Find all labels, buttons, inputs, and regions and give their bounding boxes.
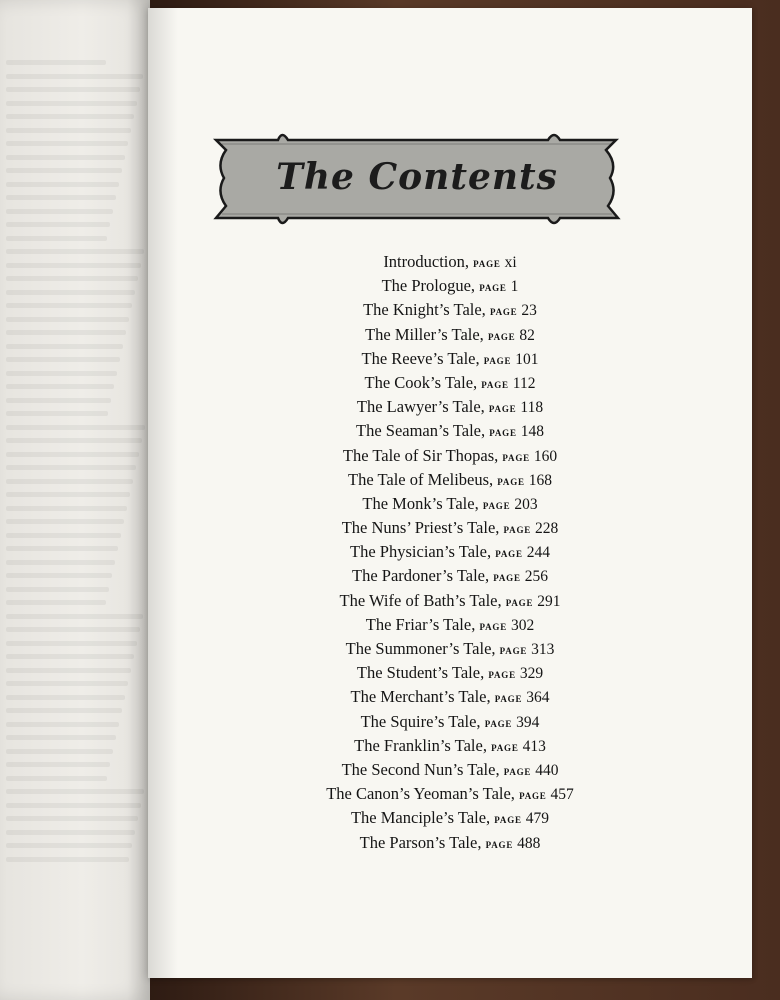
page-number: 1 (510, 278, 519, 296)
show-through-line (6, 222, 110, 227)
toc-entry (148, 250, 752, 274)
page-number: 112 (512, 374, 536, 392)
page-label: page (494, 812, 522, 827)
page-label: page (483, 352, 512, 367)
page-label: page (503, 522, 532, 537)
toc-entry-page (482, 495, 538, 513)
toc-entry-page (493, 570, 548, 584)
toc-entry (148, 661, 752, 685)
toc-entry-page (497, 471, 553, 489)
toc-entry (148, 637, 752, 661)
toc-entry-title: The Prologue, (381, 276, 476, 296)
toc-entry (148, 589, 752, 613)
toc-entry-page (505, 592, 561, 610)
show-through-line (6, 411, 108, 416)
show-through-line (6, 344, 123, 349)
toc-entry-page (504, 522, 559, 536)
toc-entry-page (489, 401, 543, 415)
page-label: page (503, 763, 532, 778)
page-number: 313 (531, 641, 555, 658)
page-number: 118 (520, 399, 544, 417)
show-through-line (6, 114, 134, 119)
show-through-line (6, 371, 117, 376)
show-through-line (6, 195, 116, 200)
page-label: page (482, 497, 511, 512)
page-label: page (493, 570, 521, 585)
show-through-line (6, 857, 129, 862)
title-banner (208, 126, 626, 232)
page-label: page (487, 328, 516, 343)
toc-entry-title: The Manciple’s Tale, (350, 808, 491, 828)
show-through-line (6, 668, 131, 673)
page-number: 302 (510, 616, 535, 634)
toc-entry-page (519, 788, 574, 802)
show-through-line (6, 465, 136, 470)
toc-entry-page (479, 280, 518, 294)
page-number: 291 (537, 592, 561, 610)
show-through-line (6, 519, 124, 524)
show-through-line (6, 182, 119, 187)
show-through-line (6, 654, 134, 659)
show-through-line (6, 816, 138, 821)
toc-entry (148, 516, 752, 540)
toc-entry-page (483, 350, 539, 368)
toc-entry (148, 564, 752, 588)
show-through-line (6, 87, 140, 92)
toc-entry (148, 710, 752, 734)
page-number: 364 (526, 689, 550, 707)
page-number: 413 (522, 737, 546, 755)
toc-entry-title: The Lawyer’s Tale, (356, 397, 485, 417)
show-through-line (6, 209, 113, 214)
show-through-line (6, 398, 111, 403)
show-through-line (6, 573, 112, 578)
show-through-line (6, 276, 138, 281)
toc-entry-title: The Monk’s Tale, (362, 493, 479, 513)
toc-entry-page (481, 374, 536, 392)
show-through-line (6, 600, 106, 605)
toc-entry-title: The Tale of Sir Thopas, (342, 445, 499, 465)
toc-entry (148, 831, 752, 855)
page-label: page (491, 739, 519, 754)
page-label: page (505, 594, 534, 609)
toc-entry-title: The Nuns’ Priest’s Tale, (341, 518, 500, 538)
page-number: 148 (520, 423, 544, 441)
contents-page (148, 8, 752, 978)
show-through-line (6, 303, 132, 308)
page-label: page (502, 449, 530, 464)
page-label: page (479, 280, 507, 295)
show-through-line (6, 762, 110, 767)
toc-entry-page (491, 737, 546, 755)
page-label: page (489, 425, 517, 440)
toc-entry-title: The Student’s Tale, (356, 663, 485, 683)
toc-entry (148, 492, 752, 516)
toc-entry-page (485, 834, 541, 852)
page-label: page (495, 546, 523, 561)
show-through-line (6, 789, 144, 794)
show-through-line (6, 263, 141, 268)
page-number: 23 (521, 302, 537, 320)
page-number: 488 (517, 834, 541, 852)
toc-entry-title: The Cook’s Tale, (364, 372, 478, 392)
toc-entry-page (490, 304, 537, 318)
page-number: 101 (515, 350, 539, 368)
toc-entry-title: The Parson’s Tale, (359, 832, 482, 852)
page-label: page (519, 788, 547, 803)
page-label: page (473, 256, 501, 270)
toc-entry (148, 613, 752, 637)
show-through-line (6, 74, 143, 79)
toc-entry (148, 782, 752, 806)
show-through-line (6, 749, 113, 754)
toc-entry-page (495, 691, 550, 705)
show-through-line (6, 249, 144, 254)
toc-entry (148, 323, 752, 347)
page-number: 203 (514, 495, 538, 513)
page-label: page (494, 691, 523, 706)
toc-entry-title: The Squire’s Tale, (360, 711, 481, 731)
show-through-line (6, 479, 133, 484)
toc-entry-page (484, 713, 540, 731)
toc-entry-page (473, 256, 517, 270)
toc-entry (148, 444, 752, 468)
toc-entry-title: The Wife of Bath’s Tale, (339, 590, 502, 610)
toc-entry-title: The Reeve’s Tale, (361, 348, 480, 368)
page-label: page (479, 618, 508, 633)
show-through-line (6, 452, 139, 457)
toc-entry-page (479, 616, 535, 634)
toc-entry (148, 395, 752, 419)
toc-entry (148, 371, 752, 395)
toc-entry (148, 734, 752, 758)
page-label: page (499, 643, 528, 657)
page-label: page (489, 304, 518, 319)
page-number: 82 (519, 326, 535, 344)
show-through-line (6, 357, 120, 362)
show-through-line (6, 627, 140, 632)
page-number: 479 (525, 810, 550, 828)
show-through-line (6, 560, 115, 565)
page-number: 394 (516, 713, 540, 731)
page-label: page (488, 401, 517, 416)
page-label: page (481, 376, 509, 391)
show-through-line (6, 168, 122, 173)
toc-entry-title: The Miller’s Tale, (365, 324, 484, 344)
show-through-line (6, 546, 118, 551)
toc-entry (148, 685, 752, 709)
toc-entry-page (489, 425, 544, 439)
contents-heading: The Contents (276, 156, 558, 198)
show-through-line (6, 614, 143, 619)
page-number: 440 (535, 761, 559, 779)
page-number: 256 (524, 568, 548, 586)
show-through-line (6, 425, 145, 430)
page-number: 168 (528, 471, 553, 489)
page-label: page (484, 715, 513, 730)
toc-entry-title: The Physician’s Tale, (350, 542, 492, 562)
show-through-line (6, 533, 121, 538)
toc-entry-page (500, 643, 555, 657)
show-through-line (6, 735, 116, 740)
page-number: xi (504, 254, 517, 271)
show-through-line (6, 101, 137, 106)
show-through-line (6, 722, 119, 727)
toc-entry-page (503, 761, 559, 779)
page-number: 160 (533, 447, 558, 465)
toc-entry-title: The Tale of Melibeus, (347, 469, 494, 489)
show-through-line (6, 587, 109, 592)
show-through-line (6, 128, 131, 133)
toc-entry-page (495, 546, 550, 560)
show-through-line (6, 681, 128, 686)
toc-entry-title: The Friar’s Tale, (365, 614, 476, 634)
show-through-line (6, 641, 137, 646)
toc-entry-title: The Merchant’s Tale, (350, 687, 491, 707)
toc-entry-page (494, 812, 549, 826)
show-through-line (6, 384, 114, 389)
left-page (0, 0, 150, 1000)
toc-entry (148, 298, 752, 322)
toc-entry-title: The Canon’s Yeoman’s Tale, (326, 784, 515, 804)
show-through-line (6, 60, 106, 65)
page-number: 244 (526, 544, 550, 562)
page-label: page (497, 473, 525, 488)
show-through-line (6, 330, 126, 335)
show-through-line (6, 830, 135, 835)
toc-entry-title: The Second Nun’s Tale, (341, 759, 500, 779)
toc-entry-title: The Pardoner’s Tale, (352, 566, 490, 586)
toc-entry-title: The Seaman’s Tale, (356, 421, 486, 441)
toc-entry-title: Introduction, (383, 252, 470, 271)
toc-entry-title: The Summoner’s Tale, (345, 639, 496, 658)
show-through-line (6, 776, 107, 781)
show-through-line (6, 290, 135, 295)
show-through-line (6, 803, 141, 808)
show-through-line (6, 317, 129, 322)
show-through-line (6, 155, 125, 160)
show-through-line (6, 843, 132, 848)
toc-entry (148, 419, 752, 443)
show-through-line (6, 708, 122, 713)
page-label: page (488, 667, 516, 682)
contents-list (148, 250, 752, 855)
toc-entry (148, 758, 752, 782)
toc-entry-title: The Knight’s Tale, (363, 300, 486, 320)
show-through-line (6, 492, 130, 497)
toc-entry (148, 347, 752, 371)
page-number: 329 (519, 665, 544, 683)
toc-entry-title: The Franklin’s Tale, (354, 735, 487, 755)
toc-entry (148, 274, 752, 298)
show-through-line (6, 438, 142, 443)
show-through-line (6, 141, 128, 146)
page-number: 228 (535, 520, 559, 538)
toc-entry-page (502, 447, 558, 465)
page-label: page (485, 836, 514, 851)
show-through-line (6, 506, 127, 511)
page-number: 457 (550, 786, 574, 804)
toc-entry (148, 468, 752, 492)
toc-entry-page (488, 667, 543, 681)
toc-entry (148, 540, 752, 564)
toc-entry (148, 806, 752, 830)
toc-entry-page (487, 326, 535, 344)
show-through-line (6, 236, 107, 241)
show-through-line (6, 695, 125, 700)
